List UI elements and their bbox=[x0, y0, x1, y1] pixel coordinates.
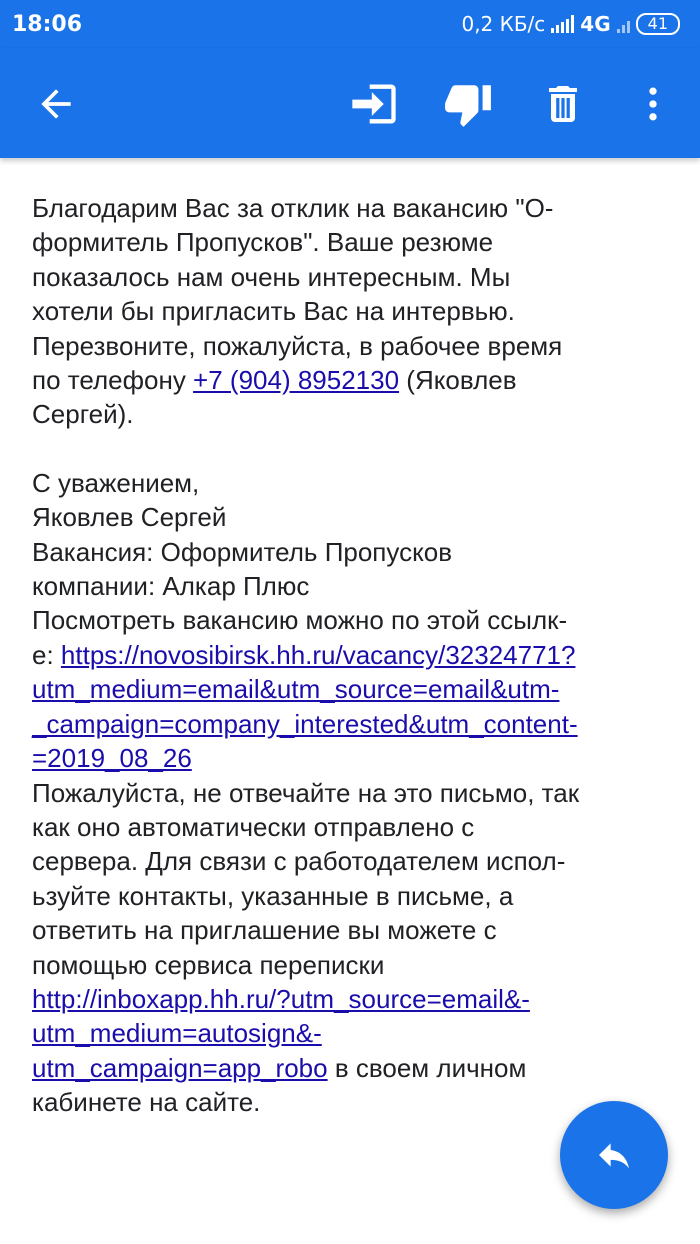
battery-icon bbox=[636, 13, 680, 35]
message-line: показалось нам очень интересным. Мы bbox=[32, 261, 511, 292]
message-line: кабинете на сайте. bbox=[32, 1087, 261, 1118]
message-text: в своем личном bbox=[327, 1052, 527, 1083]
message-line: как оно автоматически отправлено с bbox=[32, 811, 475, 842]
message-line: ьзуйте контакты, указанные в письме, а bbox=[32, 880, 514, 911]
network-speed: 0,2 КБ/с bbox=[461, 12, 546, 36]
app-bar bbox=[0, 48, 700, 158]
network-type: 4G bbox=[580, 12, 611, 36]
company-name: компании: Алкар Плюс bbox=[32, 571, 310, 602]
message-line bbox=[32, 638, 672, 672]
message-line: Перезвоните, пожалуйста, в рабочее время bbox=[32, 330, 563, 361]
message-text: (Яковлев bbox=[399, 365, 517, 396]
phone-link[interactable]: +7 (904) 8952130 bbox=[193, 365, 400, 396]
dislike-button[interactable] bbox=[440, 76, 496, 132]
trash-icon bbox=[539, 80, 587, 128]
message-line bbox=[32, 741, 672, 775]
signal-icon-secondary bbox=[617, 15, 630, 33]
message-line: помощью сервиса переписки bbox=[32, 949, 385, 980]
message-line: Сергей). bbox=[32, 399, 134, 430]
battery-level: 41 bbox=[647, 14, 668, 33]
back-button[interactable] bbox=[28, 76, 84, 132]
message-line bbox=[32, 1051, 672, 1085]
status-bar bbox=[0, 0, 700, 48]
signal-icon bbox=[551, 15, 574, 33]
message-line bbox=[32, 1016, 672, 1050]
vacancy-link[interactable]: utm_medium=email&utm_source=email&utm- bbox=[32, 674, 560, 705]
delete-button[interactable] bbox=[535, 76, 591, 132]
paragraph-gap bbox=[32, 432, 672, 466]
reply-button[interactable] bbox=[560, 1101, 668, 1209]
move-to-inbox-icon bbox=[348, 78, 400, 130]
message-line bbox=[32, 363, 672, 397]
message-line: хотели бы пригласить Вас на интервью. bbox=[32, 296, 515, 327]
vacancy-title: Вакансия: Оформитель Пропусков bbox=[32, 536, 453, 567]
message-text: е: bbox=[32, 639, 61, 670]
message-body bbox=[32, 191, 672, 1120]
more-vert-icon bbox=[631, 82, 675, 126]
inbox-link[interactable]: utm_campaign=app_robo bbox=[32, 1052, 328, 1083]
message-line: ответить на приглашение вы можете с bbox=[32, 915, 497, 946]
move-button[interactable] bbox=[346, 76, 402, 132]
status-indicators bbox=[461, 12, 680, 36]
message-line bbox=[32, 707, 672, 741]
more-options-button[interactable] bbox=[625, 76, 681, 132]
message-line: сервера. Для связи с работодателем испол- bbox=[32, 846, 566, 877]
status-time: 18:06 bbox=[12, 12, 83, 37]
vacancy-link[interactable]: =2019_08_26 bbox=[32, 743, 192, 774]
regards-line: С уважением, bbox=[32, 467, 200, 498]
message-line bbox=[32, 672, 672, 706]
vacancy-link[interactable]: https://novosibirsk.hh.ru/vacancy/32324771? bbox=[60, 639, 576, 670]
message-line bbox=[32, 982, 672, 1016]
message-text: по телефону bbox=[32, 365, 194, 396]
vacancy-link[interactable]: _campaign=company_interested&utm_content- bbox=[32, 708, 578, 739]
message-line: Посмотреть вакансию можно по этой ссылк- bbox=[32, 605, 568, 636]
inbox-link[interactable]: utm_medium=autosign&- bbox=[32, 1018, 322, 1049]
inbox-link[interactable]: http://inboxapp.hh.ru/?utm_source=email&- bbox=[32, 983, 530, 1014]
reply-icon bbox=[594, 1135, 634, 1175]
sender-name: Яковлев Сергей bbox=[32, 502, 227, 533]
message-line: Пожалуйста, не отвечайте на это письмо, так bbox=[32, 777, 580, 808]
thumbs-down-icon bbox=[443, 79, 493, 129]
message-line: формитель Пропусков". Ваше резюме bbox=[32, 227, 494, 258]
message-line: Благодарим Вас за отклик на вакансию "О- bbox=[32, 193, 554, 223]
arrow-left-icon bbox=[34, 82, 78, 126]
